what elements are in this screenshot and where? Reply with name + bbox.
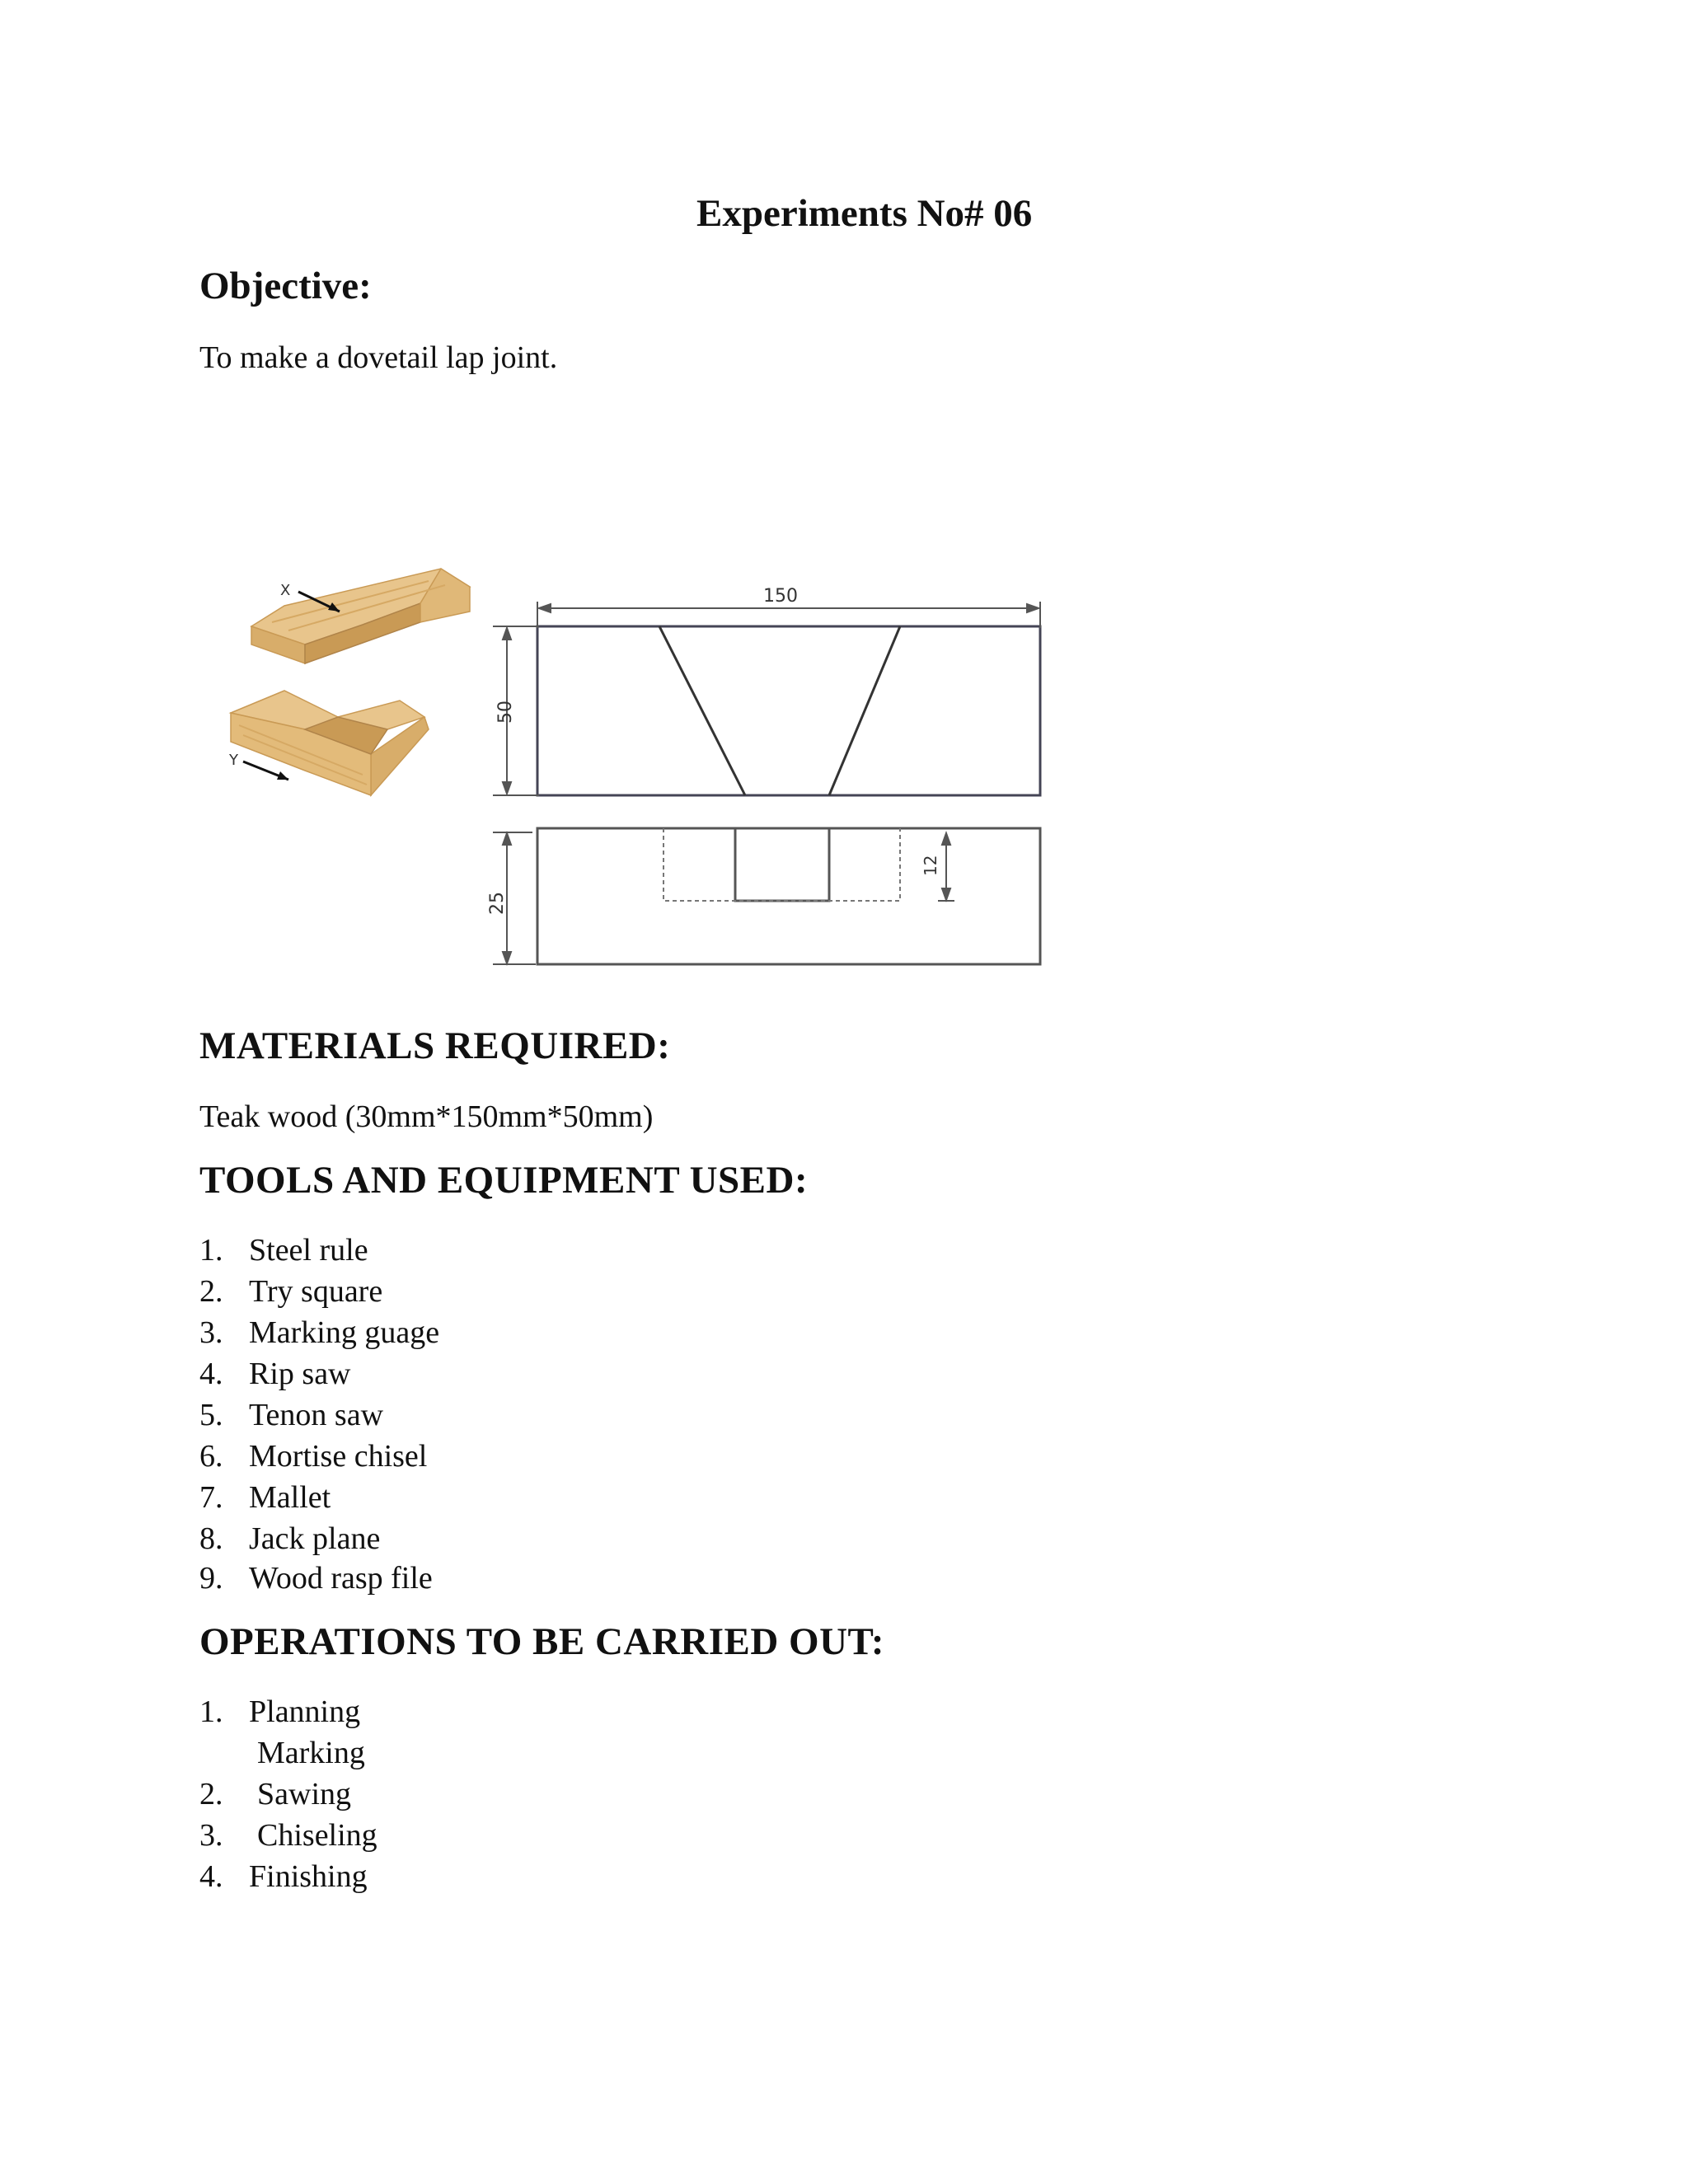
dim-depth-label: 12 (921, 855, 940, 876)
dim-thickness (487, 832, 536, 964)
wood-piece-y (228, 691, 429, 795)
page-title: Experiments No# 06 (696, 192, 1033, 235)
list-item: 1. Steel rule (199, 1233, 368, 1268)
dim-thickness-label: 25 (487, 892, 508, 915)
operations-heading: OPERATIONS TO BE CARRIED OUT: (199, 1620, 885, 1663)
tool-label: Jack plane (249, 1521, 381, 1556)
dim-length-label: 150 (763, 586, 798, 607)
front-hidden-lines (663, 828, 900, 901)
dovetail-left (659, 626, 745, 795)
objective-text: To make a dovetail lap joint. (199, 340, 558, 375)
front-slot (735, 828, 829, 901)
tool-label: Marking guage (249, 1315, 440, 1350)
front-outline (537, 828, 1040, 964)
objective-heading: Objective: (199, 265, 372, 307)
dim-depth (921, 833, 954, 901)
list-item: 8. Jack plane (199, 1521, 381, 1556)
list-item: 3. Chiseling (199, 1818, 377, 1853)
list-item (208, 1735, 365, 1771)
tools-heading: TOOLS AND EQUIPMENT USED: (199, 1159, 809, 1202)
dim-length (537, 586, 1040, 628)
tool-label: Wood rasp file (249, 1561, 433, 1596)
dim-width-label: 50 (495, 701, 516, 724)
tool-label: Try square (249, 1274, 383, 1309)
list-item: 4. Rip saw (199, 1357, 351, 1391)
list-item: 9. Wood rasp file (199, 1561, 433, 1596)
dovetail-joint-figure (223, 552, 1063, 981)
plan-view (537, 626, 1040, 795)
tool-label: Mortise chisel (249, 1439, 428, 1474)
tool-label: Tenon saw (249, 1398, 384, 1432)
list-item: 3. Marking guage (199, 1315, 440, 1350)
list-item: 7. Mallet (199, 1480, 331, 1515)
materials-heading: MATERIALS REQUIRED: (199, 1024, 671, 1067)
list-item: 2. Try square (199, 1274, 383, 1309)
operation-label: Sawing (257, 1777, 351, 1811)
label-y: Y (229, 752, 238, 769)
tool-label: Mallet (249, 1480, 331, 1515)
dim-width (493, 626, 539, 795)
label-x: X (280, 582, 291, 599)
wood-piece-x (251, 569, 470, 663)
operation-label: Planning (249, 1694, 361, 1729)
list-item: 6. Mortise chisel (199, 1439, 428, 1474)
list-item: 2. Sawing (199, 1777, 351, 1811)
operation-label: Marking (257, 1736, 365, 1770)
list-item: 5. Tenon saw (199, 1398, 384, 1432)
list-item: 4. Finishing (199, 1859, 368, 1894)
dovetail-right (829, 626, 900, 795)
operation-label: Finishing (249, 1859, 368, 1894)
list-item: 1. Planning (199, 1694, 361, 1729)
materials-text: Teak wood (30mm*150mm*50mm) (199, 1099, 654, 1134)
front-view (537, 828, 1040, 964)
tool-label: Steel rule (249, 1233, 368, 1268)
operation-label: Chiseling (257, 1818, 377, 1853)
tool-label: Rip saw (249, 1357, 351, 1391)
plan-outline (537, 626, 1040, 795)
